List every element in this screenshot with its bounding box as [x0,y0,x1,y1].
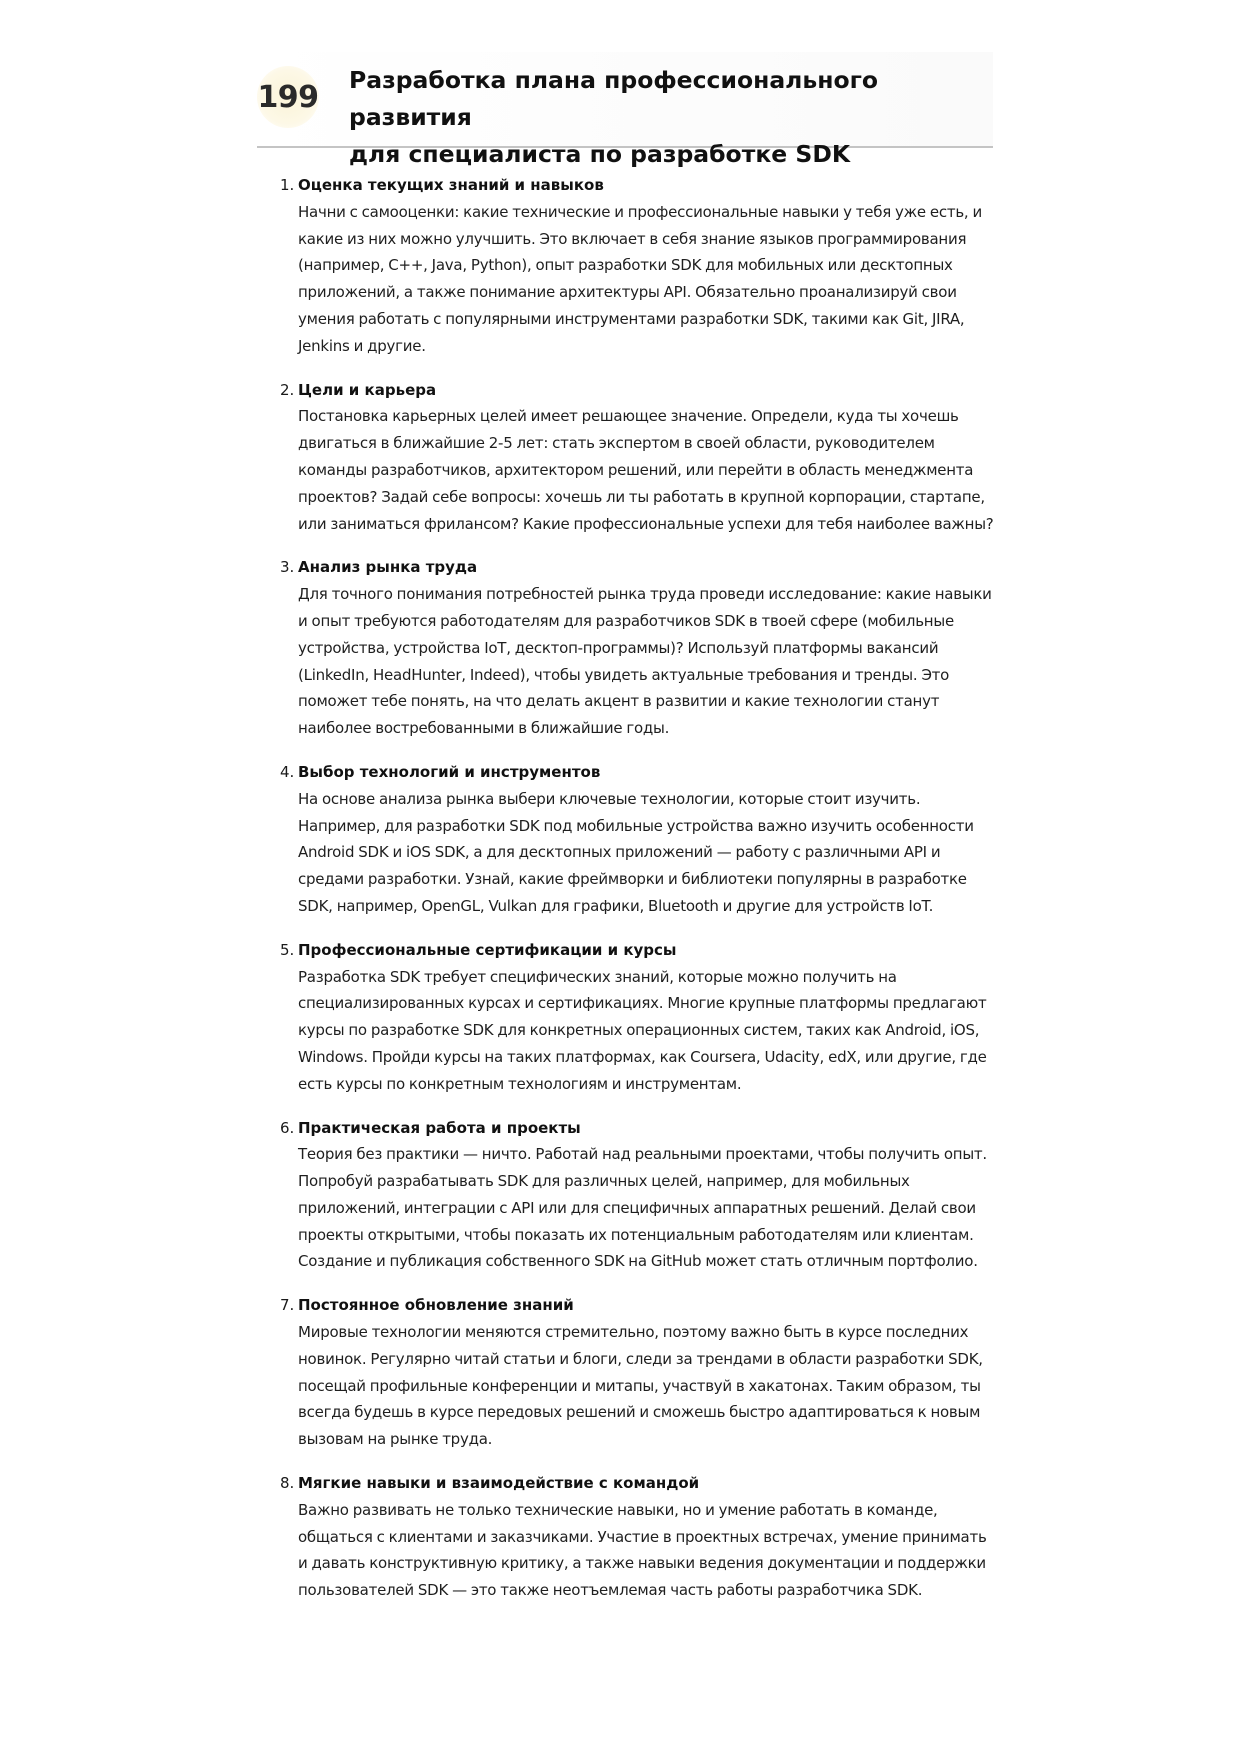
list-item [272,1115,997,1276]
list-item [272,759,997,920]
list-item-title: Анализ рынка труда [298,558,478,577]
list-item-number: 5. [280,940,295,959]
list-item-title: Выбор технологий и инструментов [298,762,601,781]
list-item-number: 6. [280,1118,295,1137]
list-item [272,172,997,360]
list-item-title: Профессиональные сертификации и курсы [298,940,677,959]
list-item-title: Постоянное обновление знаний [298,1296,574,1315]
page-title [349,62,989,173]
list-item-number: 8. [280,1474,295,1493]
list-item [272,937,997,1098]
list-item [272,1470,997,1604]
list-item-text: Для точного понимания потребностей рынка труда проведи исследование: какие навыки и опыт требуются работодателям для разработчиков SDK в твоей сфере (мобильные устройства, устройства IoT, десктоп-программы)? Используй платформы вакансий (LinkedIn, HeadHunter, Indeed), чтобы увидеть актуальные требования и тренды. Это поможет тебе понять, на что делать акцент в развитии и какие технологии станут наиболее востребованными в ближайшие годы. [298,585,992,738]
list-item-number: 1. [280,176,295,194]
list-item [272,1292,997,1453]
list-item [272,377,997,538]
page-title-line-1: Разработка плана профессионального развития [349,66,879,131]
list-item-number: 2. [280,380,295,399]
list-item-text: Мировые технологии меняются стремительно, поэтому важно быть в курсе последних новинок. Регулярно читай статьи и блоги, следи за трендами в области разработки SDK, посещай профильные конференции и митапы, участвуй в хакатонах. Таким образом, ты всегда будешь в курсе передовых решений и сможешь быстро адаптироваться к новым вызовам на рынке труда. [298,1323,983,1449]
page-title-line-2: для специалиста по разработке SDK [349,140,851,168]
page-header [257,52,993,168]
page-number-badge: 199 [257,66,319,128]
list-item-title: Оценка текущих знаний и навыков [298,176,604,194]
list-item-text: На основе анализа рынка выбери ключевые технологии, которые стоит изучить. Например, для разработки SDK под мобильные устройства важно изучить особенности Android SDK и iOS SDK, а для десктопных приложений — работу с различными API и средами разработки. Узнай, какие фреймворки и библиотеки популярны в разработке SDK, например, OpenGL, Vulkan для графики, Bluetooth и другие для устройств IoT. [298,789,974,915]
development-plan-list [272,172,997,1621]
list-item-text: Разработка SDK требует специфических знаний, которые можно получить на специализированных курсах и сертификациях. Многие крупные платформы предлагают курсы по разработке SDK для конкретных операционных систем, таких как Android, iOS, Windows. Пройди курсы на таких платформах, как Coursera, Udacity, edX, или другие, где есть курсы по конкретным технологиям и инструментам. [298,967,987,1093]
list-item-number: 4. [280,762,295,781]
list-item-text: Важно развивать не только технические навыки, но и умение работать в команде, общаться с клиентами и заказчиками. Участие в проектных встречах, умение принимать и давать конструктивную критику, а также навыки ведения документации и поддержки пользователей SDK — это также неотъемлемая часть работы разработчика SDK. [298,1500,987,1600]
list-item-title: Цели и карьера [298,380,437,399]
list-item-text: Постановка карьерных целей имеет решающее значение. Определи, куда ты хочешь двигаться в ближайшие 2-5 лет: стать экспертом в своей области, руководителем команды разработчиков, архитектором решений, или перейти в область менеджмента проектов? Задай себе вопросы: хочешь ли ты работать в крупной корпорации, стартапе, или заниматься фрилансом? Какие профессиональные успехи для тебя наиболее важны? [298,407,994,533]
list-item-text: Теория без практики — ничто. Работай над реальными проектами, чтобы получить опыт. Попробуй разрабатывать SDK для различных целей, например, для мобильных приложений, интеграции с API или для специфичных аппаратных решений. Делай свои проекты открытыми, чтобы показать их потенциальным работодателям или клиентам. Создание и публикация собственного SDK на GitHub может стать отличным портфолио. [298,1145,987,1271]
list-item [272,554,997,742]
list-item-number: 7. [280,1296,295,1315]
list-item-text: Начни с самооценки: какие технические и профессиональные навыки у тебя уже есть, и какие из них можно улучшить. Это включает в себя знание языков программирования (например, C++, Java, Python), опыт разработки SDK для мобильных или десктопных приложений, а также понимание архитектуры API. Обязательно проанализируй свои умения работать с популярными инструментами разработки SDK, такими как Git, JIRA, Jenkins и другие. [298,202,982,355]
list-item-number: 3. [280,558,295,577]
list-item-title: Практическая работа и проекты [298,1118,581,1137]
list-item-title: Мягкие навыки и взаимодействие с командой [298,1474,700,1493]
